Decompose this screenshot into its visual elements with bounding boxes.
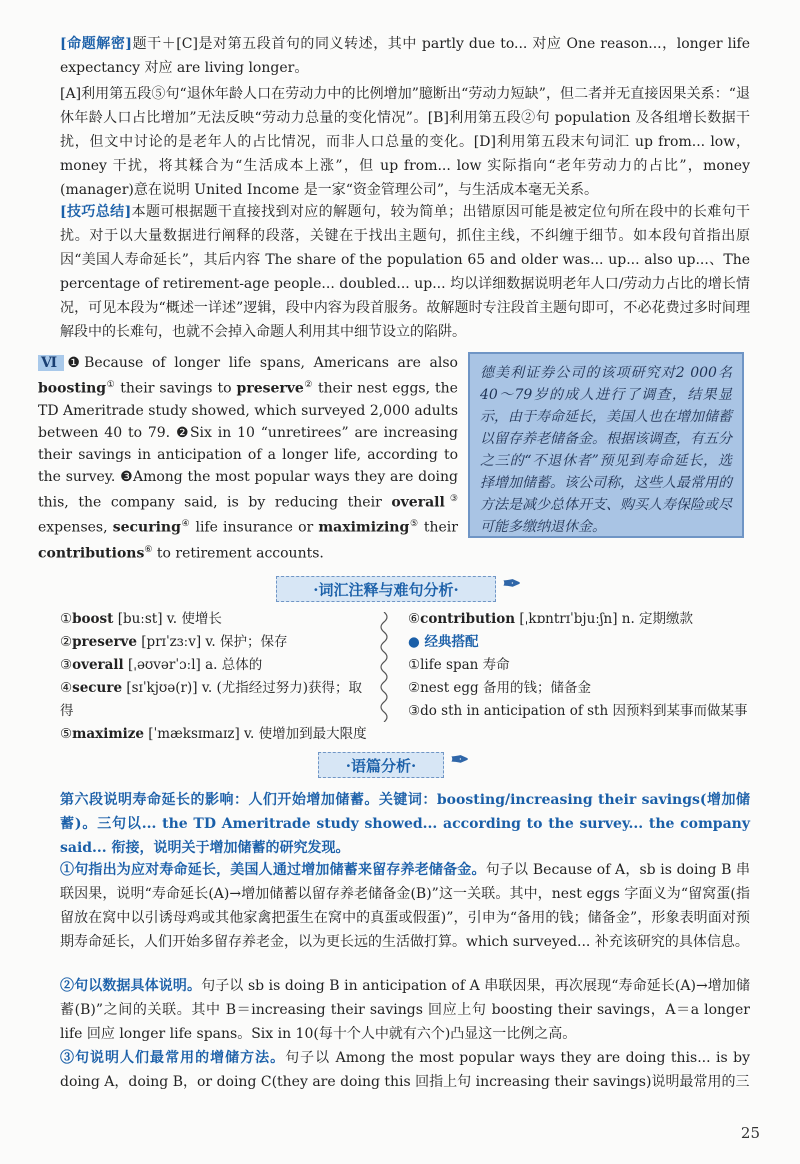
quill-pen-icon: ✒ <box>450 747 469 773</box>
vocab-item: ①boost [buːst] v. 使增长 <box>60 611 222 627</box>
wavy-divider <box>378 612 390 722</box>
vocab-word-maximizing: maximizing <box>318 519 410 536</box>
note-ref-6: ⑥ <box>144 544 153 555</box>
analysis-paragraph-1 <box>60 32 750 80</box>
collocation-heading: ● 经典搭配 <box>408 634 479 650</box>
analysis-paragraph-2: [A]利用第五段⑤句“退休年龄人口在劳动力中的比例增加”臆断出“劳动力短缺”，但二者并无直接因果关系：“退休年龄人口占比增加”无法反映“劳动力总量的变化情况”。[B]利用第五段②句 population 及各组增长数据干扰，但文中讨论的是老年人的占比情况，而非人口总量的变化。[D]利用第五段末句词汇 up from... low，money 干扰，将其糅合为“生活成本上涨”，但 up from... low 实际指向“老年劳动力的占比”，money (manager)意在说明 United Income 是一家“资金管理公司”，与生活成本毫无关系。 <box>60 86 750 198</box>
vocab-item: ⑥contribution [ˌkɒntrɪˈbjuːʃn] n. 定期缴款 <box>408 611 694 627</box>
sentence-3b: expenses, <box>38 519 113 536</box>
discourse-sentence-1-body: 句子以 Because of A，sb is doing B 串联因果，说明“寿命延长(A)→增加储蓄以留存养老储备金(B)”这一关联。其中，nest eggs 字面义为“留窝蛋(指留放在窝中以引诱母鸡或其他家禽把蛋生在窝中的真蛋或假蛋)”，引申为“备用的钱；储备金”，形象表明面对预期寿命延长，人们开始多留存养老金，以为更长远的生活做打算。which surveyed... 补充该研究的具体信息。 <box>60 862 751 950</box>
discourse-sentence-1-head: ①句指出为应对寿命延长，美国人通过增加储蓄来留存养老储备金。 <box>60 862 486 878</box>
analysis-paragraph-3 <box>60 200 750 344</box>
note-ref-3: ③ <box>444 493 458 504</box>
note-ref-4: ④ <box>180 519 191 530</box>
vocab-item: ③overall [ˌəʊvərˈɔːl] a. 总体的 <box>60 657 263 673</box>
sentence-3e: to retirement accounts. <box>152 545 324 562</box>
vocab-list-left <box>60 608 370 746</box>
sentence-1a: Because of longer life spans, Americans are also <box>84 355 458 371</box>
sentence-marker-2: ❷ <box>175 424 190 441</box>
sentence-3d: their <box>418 519 458 536</box>
discourse-sentence-2-body: 句子以 sb is doing B in anticipation of A 串联因果，再次展现“寿命延长(A)→增加储蓄(B)”之间的关联。其中 B＝increasing their savings 回应上句 boosting their savings，A＝a longer life 回应 longer life spans。Six in 10(每十个人中就有六个)凸显这一比例之高。 <box>60 978 751 1042</box>
collocation-item: ②nest egg 备用的钱；储备金 <box>408 680 591 696</box>
discourse-banner <box>318 747 469 778</box>
analysis-text-1: 题干＋[C]是对第五段首句的同义转述，其中 partly due to... 对应 One reason...，longer life expectancy 对应 are living longer。 <box>60 36 751 76</box>
vocab-item: ⑤maximize [ˈmæksɪmaɪz] v. 使增加到最大限度 <box>60 726 367 742</box>
passage-paragraph-6 <box>38 352 458 565</box>
analysis-text-3: 本题可根据题干直接找到对应的解题句，较为简单；出错原因可能是被定位句所在段中的长难句干扰。对于以大量数据进行阐释的段落，关键在于找出主题句，抓住主线，不纠缠于细节。如本段句首指出原因“美国人寿命延长”，其后内容 The share of the population 65 and older was... up... also up...、The percentage of retirement-age people... doubled... up... 均以详细数据说明老年人口/劳动力占比的增长情况，可见本段为“概述一详述”逻辑，段中内容为段首服务。故解题时专注段首主题句即可，不必花费过多时间理解段中的长难句，也就不会掉入命题人利用其中细节设立的陷阱。 <box>60 204 750 340</box>
translation-box: 德美利证券公司的该项研究对2 000名40～79岁的成人进行了调查，结果显示，由于寿命延长，美国人也在增加储蓄以留存养老储备金。根据该调查，有五分之三的“不退休者”预见到寿命延长，选择增加储蓄。该公司称，这些人最常用的方法是减少总体开支、购买人寿保险或尽可能多缴纳退休金。 <box>468 352 744 538</box>
discourse-sentence-2 <box>60 974 750 1046</box>
vocab-item: ④secure [sɪˈkjʊə(r)] v. (尤指经过努力)获得；取得 <box>60 680 362 719</box>
quill-pen-icon: ✒ <box>502 571 521 597</box>
sentence-3c: life insurance or <box>190 519 319 536</box>
discourse-banner-title: ·语篇分析· <box>345 757 417 775</box>
sentence-2: Six in 10 “unretirees” are increasing their savings in anticipation of a longer life, according to the survey. <box>38 424 458 485</box>
discourse-sentence-3 <box>60 1046 750 1094</box>
vocab-word-overall: overall <box>391 494 445 511</box>
vocab-word-preserve: preserve <box>236 380 304 397</box>
discourse-sentence-3-body: 句子以 Among the most popular ways they are doing this... is by doing A，doing B，or doing C(they are doing this 回指上句 increasing their savings)说明最常用的三 <box>60 1050 750 1090</box>
section-number-badge: Ⅵ <box>38 355 64 371</box>
discourse-sentence-3-head: ③句说明人们最常用的增储方法。 <box>60 1050 286 1066</box>
sentence-3a: Among the most popular ways they are doing this, the company said, is by reducing their <box>38 468 458 511</box>
vocab-word-securing: securing <box>112 519 181 536</box>
collocation-item: ①life span 寿命 <box>408 657 510 673</box>
page-number: 25 <box>740 1124 760 1142</box>
sentence-1c: their nest eggs, the TD Ameritrade study showed, which surveyed 2,000 adults between 40 to 79. <box>38 380 458 441</box>
vocab-item: ②preserve [prɪˈzɜːv] v. 保护；保存 <box>60 634 288 650</box>
vocab-list-right <box>408 608 758 723</box>
note-ref-1: ① <box>106 380 116 390</box>
vocab-word-contributions: contributions <box>38 545 145 562</box>
discourse-sentence-2-head: ②句以数据具体说明。 <box>60 978 202 994</box>
sentence-marker-1: ❶ <box>67 355 85 371</box>
discourse-sentence-1 <box>60 858 750 954</box>
section-tag-proposition: [命题解密] <box>60 36 133 52</box>
note-ref-2: ② <box>303 380 313 390</box>
collocation-item: ③do sth in anticipation of sth 因预料到某事而做某事 <box>408 703 748 719</box>
vocab-banner-title: ·词汇注释与难句分析· <box>313 581 459 599</box>
discourse-summary: 第六段说明寿命延长的影响：人们开始增加储蓄。关键词：boosting/increasing their savings(增加储蓄)。三句以... the TD Ameritrade study showed... according to the survey... the company said... 衔接，说明关于增加储蓄的研究发现。 <box>60 792 750 856</box>
vocab-banner <box>276 571 521 602</box>
note-ref-5: ⑤ <box>409 519 419 530</box>
section-tag-skill: [技巧总结] <box>60 204 132 220</box>
sentence-marker-3: ❸ <box>120 468 133 485</box>
vocab-word-boost: boosting <box>38 380 107 397</box>
sentence-1b: their savings to <box>115 380 237 397</box>
